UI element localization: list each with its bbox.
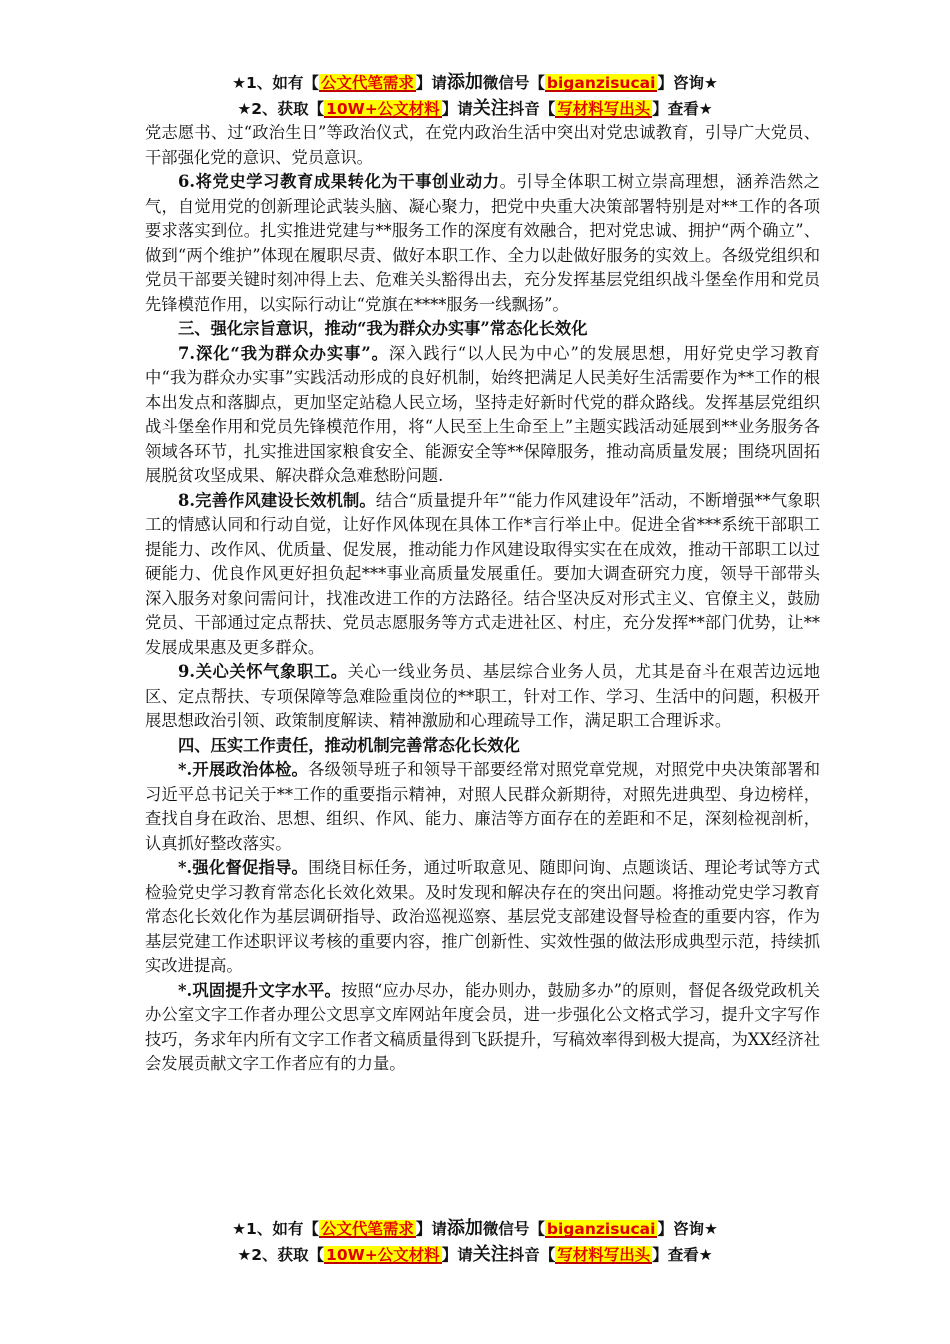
paragraph-political-check [145, 758, 820, 856]
promo-header [0, 70, 950, 122]
promo-text: 抖音【 [508, 100, 556, 118]
paragraph-lead: *.巩固提升文字水平。 [178, 980, 341, 1000]
paragraph-writing-level [145, 979, 820, 1077]
promo-highlight: 10W+公文材料 [326, 1246, 440, 1264]
promo-highlight: 10W+公文材料 [326, 100, 440, 118]
promo-text: 微信号【 [482, 74, 545, 92]
promo-text: 】请 [415, 74, 447, 92]
paragraph-text: 深入践行“以人民为中心”的发展思想，用好党史学习教育中“我为群众办实事”实践活动形成的良好机制，始终把满足人民美好生活需要作为**工作的根本出发点和落脚点，更加坚定站稳人民立场，坚持走好新时代党的群众路线。发挥基层党组织战斗堡垒作用和党员先锋模范作用，将“人民至上生命至上”主题实践活动延展到**业务服务各领域各环节，扎实推进国家粮食安全、能源安全等**保障服务，推动高质量发展；围绕巩固拓展脱贫攻坚成果、解决群众急难愁盼问题. [145, 343, 820, 485]
promo-text: ★1、如有【 [232, 74, 319, 92]
promo-highlight: 写材料写出头 [557, 100, 651, 118]
paragraph-lead: *.开展政治体检。 [178, 760, 309, 779]
promo-text: 】请 [441, 1246, 473, 1264]
paragraph-intro: 党志愿书、过“政治生日”等政治仪式，在党内政治生活中突出对党忠诚教育，引导广大党员、干部强化党的意识、党员意识。 [145, 123, 820, 167]
promo-text: 】请 [441, 100, 473, 118]
promo-line-2 [0, 1242, 950, 1268]
paragraph-lead: 6.将党史学习教育成果转化为干事创业动力 [178, 172, 500, 191]
promo-text: ★2、获取【 [237, 100, 325, 118]
promo-highlight: 写材料写出头 [557, 1246, 651, 1264]
paragraph-text: 各级领导班子和领导干部要经常对照党章党规，对照党中央决策部署和习近平总书记关于**工作的重要指示精神，对照人民群众新期待，对照先进典型、身边榜样，查找自身在政治、思想、组织、作风、能力、廉洁等方面存在的差距和不足，深刻检视剖析，认真抓好整改落实。 [145, 760, 820, 853]
paragraph-8 [145, 489, 820, 661]
promo-text: ★2、获取【 [237, 1246, 325, 1264]
promo-highlight: biganzisucai [546, 1220, 656, 1238]
paragraph-text: 关心一线业务员、基层综合业务人员，尤其是奋斗在艰苦边远地区、定点帮扶、专项保障等急难险重岗位的**职工，针对工作、学习、生活中的问题，积极开展思想政治引领、政策制度解读、精神激励和心理疏导工作，满足职工合理诉求。 [145, 662, 820, 730]
promo-text: ★1、如有【 [232, 1220, 319, 1238]
document-body [145, 121, 820, 1077]
promo-emphasis: 关注 [472, 1244, 509, 1265]
promo-text: 】咨询★ [657, 74, 718, 92]
promo-emphasis: 关注 [472, 98, 509, 119]
paragraph-6 [145, 170, 820, 317]
paragraph-supervision [145, 856, 820, 979]
paragraph-text: 结合“质量提升年”“能力作风建设年”活动，不断增强**气象职工的情感认同和行动自觉，让好作风体现在具体工作*言行举止中。促进全省***系统干部职工提能力、改作风、优质量、促发展，推动能力作风建设取得实实在在成效，推动干部职工以过硬能力、优良作风更好担负起***事业高质量发展重任。要加大调查研究力度，领导干部带头深入服务对象问需问计，找准改进工作的方法路径。结合坚决反对形式主义、官僚主义，鼓励党员、干部通过定点帮扶、党员志愿服务等方式走进社区、村庄，充分发挥**部门优势，让**发展成果惠及更多群众。 [145, 490, 821, 657]
paragraph-lead: *.强化督促指导。 [178, 858, 309, 877]
promo-text: 】咨询★ [657, 1220, 718, 1238]
paragraph-lead: 9.关心关怀气象职工。 [178, 662, 348, 681]
paragraph-lead: 8.完善作风建设长效机制。 [178, 490, 376, 510]
promo-text: 】查看★ [652, 100, 713, 118]
promo-emphasis: 添加 [446, 72, 483, 93]
promo-highlight: 公文代笔需求 [320, 74, 414, 92]
paragraph-9 [145, 660, 820, 734]
promo-line-2 [0, 96, 950, 122]
promo-highlight: 公文代笔需求 [320, 1220, 414, 1238]
promo-text: 抖音【 [508, 1246, 556, 1264]
promo-text: 】查看★ [652, 1246, 713, 1264]
promo-line-1 [0, 1216, 950, 1242]
promo-highlight: biganzisucai [546, 74, 656, 92]
paragraph-lead: 7.深化“我为群众办实事”。 [178, 343, 389, 363]
paragraph-text: 按照“应办尽办，能办则办，鼓励多办”的原则，督促各级党政机关办公室文字工作者办理公文思享文库网站年度会员，进一步强化公文格式学习，提升文字写作技巧，务求年内所有文字工作者文稿质量得到飞跃提升，写稿效率得到极大提高，为XX经济社会发展贡献文字工作者应有的力量。 [145, 980, 821, 1073]
paragraph-7 [145, 342, 820, 489]
promo-emphasis: 添加 [446, 1218, 483, 1239]
promo-text: 】请 [415, 1220, 447, 1238]
paragraph-text: 围绕目标任务，通过听取意见、随即问询、点题谈话、理论考试等方式检验党史学习教育常态化长效化效果。及时发现和解决存在的突出问题。将推动党史学习教育常态化长效化作为基层调研指导、政治巡视巡察、基层党支部建设督导检查的重要内容，作为基层党建工作述职评议考核的重要内容，推广创新性、实效性强的做法形成典型示范，持续抓实改进提高。 [145, 858, 820, 975]
section-heading-4: 四、压实工作责任，推动机制完善常态化长效化 [178, 735, 520, 755]
promo-footer [0, 1216, 950, 1268]
paragraph-text: 。引导全体职工树立崇高理想，涵养浩然之气，自觉用党的创新理论武装头脑、凝心聚力，把党中央重大决策部署特别是对**工作的各项要求落实到位。扎实推进党建与**服务工作的深度有效融合，把对党忠诚、拥护“两个确立”、做到“两个维护”体现在履职尽责、做好本职工作、全力以赴做好服务的实效上。各级党组织和党员干部要关键时刻冲得上去、危难关头豁得出去，充分发挥基层党组织战斗堡垒作用和党员先锋模范作用，以实际行动让“党旗在****服务一线飘扬”。 [145, 172, 820, 314]
section-heading-3: 三、强化宗旨意识，推动“我为群众办实事”常态化长效化 [178, 319, 588, 338]
promo-text: 微信号【 [482, 1220, 545, 1238]
promo-line-1 [0, 70, 950, 96]
